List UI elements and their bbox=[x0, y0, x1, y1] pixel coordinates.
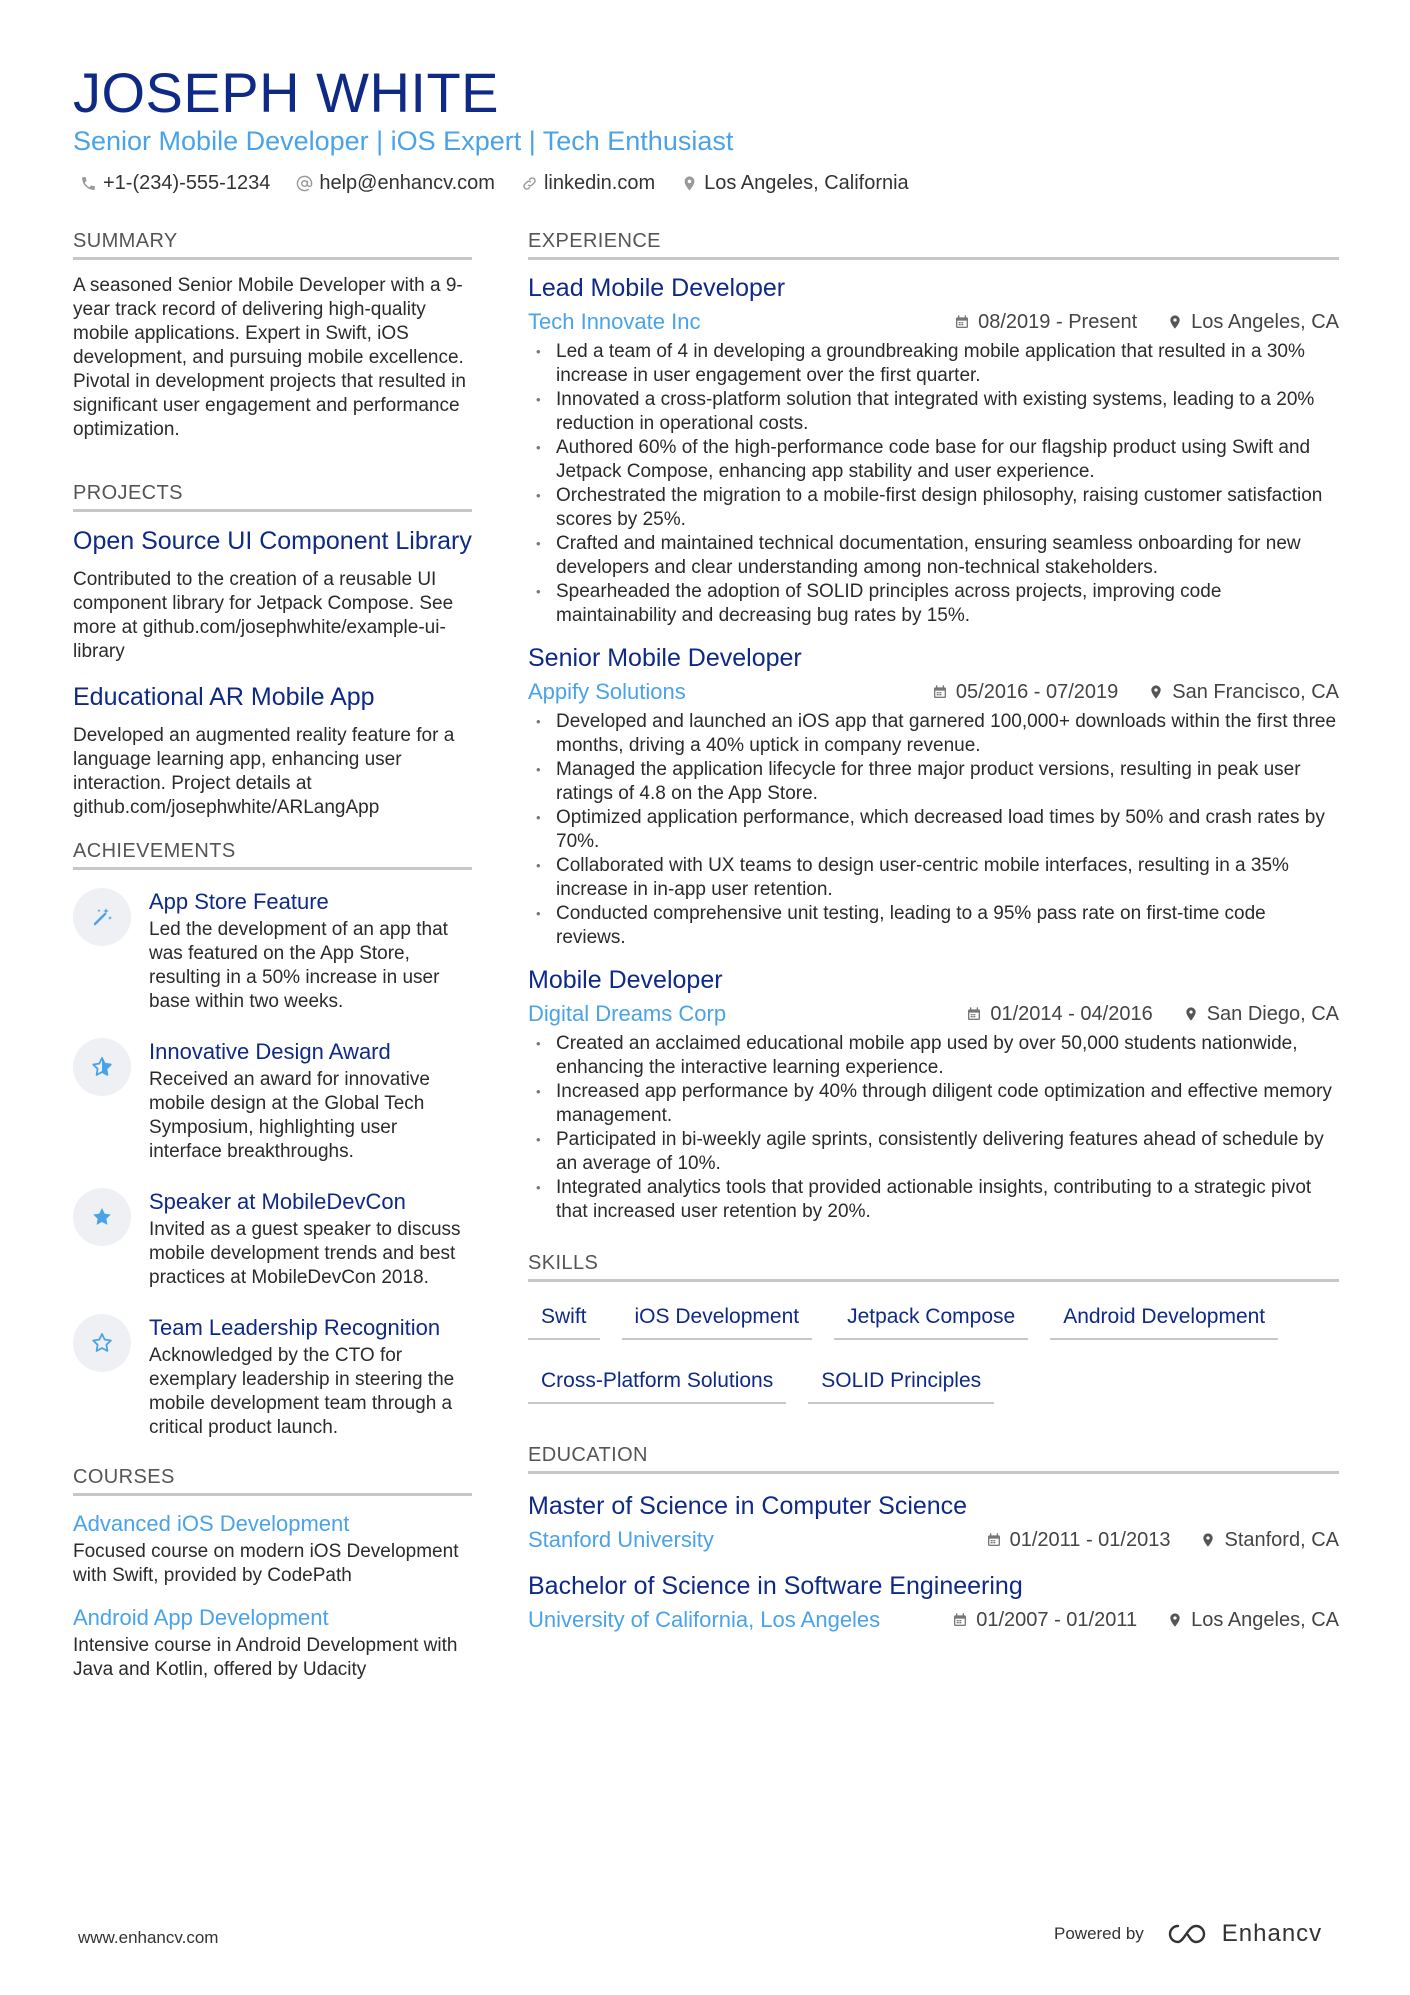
projects-section bbox=[73, 480, 472, 820]
location-pin-icon bbox=[1200, 1532, 1216, 1548]
footer-website[interactable]: www.enhancv.com bbox=[78, 1928, 219, 1947]
job-location-text: San Francisco, CA bbox=[1172, 680, 1339, 703]
wand-icon bbox=[73, 888, 131, 946]
education-location-text: Los Angeles, CA bbox=[1191, 1608, 1339, 1631]
location-pin-icon bbox=[1183, 1006, 1199, 1022]
calendar-icon bbox=[954, 314, 970, 330]
job-location bbox=[1183, 1003, 1339, 1026]
job-title: Lead Mobile Developer bbox=[528, 274, 786, 302]
course-item bbox=[73, 1510, 472, 1588]
job-bullet: • Spearheaded the adoption of SOLID principles across projects, improving code maintainability and decreasing bug rates by 15%. bbox=[528, 580, 1339, 628]
project-item bbox=[73, 682, 472, 820]
achievement-item bbox=[73, 888, 472, 1014]
right-column bbox=[528, 228, 1339, 1650]
job-bullet: • Participated in bi-weekly agile sprints, consistently delivering features ahead of schedule by an average of 10%. bbox=[528, 1128, 1339, 1176]
achievement-desc: Invited as a guest speaker to discuss mobile development trends and best practices at MobileDevCon 2018. bbox=[149, 1219, 461, 1288]
education-meta-row bbox=[528, 1526, 1339, 1554]
job-title: Mobile Developer bbox=[528, 966, 723, 994]
projects-heading: PROJECTS bbox=[73, 480, 472, 512]
achievement-item bbox=[73, 1314, 472, 1440]
job-bullets bbox=[528, 340, 1339, 628]
job-location bbox=[1148, 681, 1339, 704]
education-dates bbox=[986, 1529, 1171, 1552]
project-item bbox=[73, 526, 472, 664]
candidate-tagline: Senior Mobile Developer | iOS Expert | Tech Enthusiast bbox=[73, 126, 734, 156]
company-name: Appify Solutions bbox=[528, 679, 686, 704]
job-entry bbox=[528, 642, 1339, 950]
phone-text: +1-(234)-555-1234 bbox=[103, 172, 271, 194]
achievement-item bbox=[73, 1188, 472, 1290]
achievement-desc: Acknowledged by the CTO for exemplary leadership in steering the mobile development team through a critical product launch. bbox=[149, 1345, 455, 1438]
job-dates-text: 01/2014 - 04/2016 bbox=[990, 1002, 1153, 1025]
job-dates-text: 05/2016 - 07/2019 bbox=[955, 680, 1119, 703]
courses-section bbox=[73, 1464, 472, 1682]
job-bullet: • Led a team of 4 in developing a groundbreaking mobile application that resulted in a 30% increase in user engagement over the first quarter. bbox=[528, 340, 1339, 388]
calendar-icon bbox=[986, 1532, 1002, 1548]
brand-name: Enhancv bbox=[1221, 1920, 1323, 1947]
job-entry bbox=[528, 272, 1339, 628]
phone-icon bbox=[80, 175, 97, 192]
job-entry bbox=[528, 964, 1339, 1224]
course-desc: Focused course on modern iOS Development with Swift, provided by CodePath bbox=[73, 1541, 459, 1586]
education-meta bbox=[986, 1529, 1339, 1552]
achievements-heading: ACHIEVEMENTS bbox=[73, 838, 472, 870]
job-meta bbox=[966, 1003, 1339, 1026]
left-column bbox=[73, 228, 472, 1698]
job-bullet: • Conducted comprehensive unit testing, leading to a 95% pass rate on first-time code reviews. bbox=[528, 902, 1339, 950]
school-name: University of California, Los Angeles bbox=[528, 1607, 881, 1632]
contact-phone bbox=[80, 170, 270, 196]
degree-title: Bachelor of Science in Software Engineering bbox=[528, 1572, 1023, 1600]
education-entry bbox=[528, 1490, 1339, 1554]
location-pin-icon bbox=[1148, 684, 1164, 700]
infinity-icon bbox=[1166, 1922, 1212, 1946]
job-bullets bbox=[528, 1032, 1339, 1224]
achievement-title: Innovative Design Award bbox=[149, 1039, 391, 1064]
job-bullet: • Authored 60% of the high-performance code base for our flagship product using Swift and Jetpack Compose, enhancing app stability and user experience. bbox=[528, 436, 1339, 484]
skills-heading: SKILLS bbox=[528, 1250, 1339, 1282]
job-bullets bbox=[528, 710, 1339, 950]
education-entry bbox=[528, 1570, 1339, 1634]
degree-title: Master of Science in Computer Science bbox=[528, 1492, 968, 1520]
achievement-title: Speaker at MobileDevCon bbox=[149, 1189, 406, 1214]
contact-email[interactable] bbox=[296, 170, 495, 196]
skill-tag: SOLID Principles bbox=[808, 1360, 994, 1404]
education-location-text: Stanford, CA bbox=[1224, 1528, 1339, 1551]
project-title: Educational AR Mobile App bbox=[73, 683, 375, 711]
education-location bbox=[1167, 1609, 1339, 1632]
email-text[interactable]: help@enhancv.com bbox=[319, 172, 495, 194]
calendar-icon bbox=[932, 684, 948, 700]
footer-branding bbox=[1054, 1920, 1322, 1948]
link-icon bbox=[521, 175, 538, 192]
job-bullet: • Developed and launched an iOS app that garnered 100,000+ downloads within the first three months, driving a 40% uptick in company revenue. bbox=[528, 710, 1339, 758]
experience-section bbox=[528, 228, 1339, 1224]
calendar-icon bbox=[952, 1612, 968, 1628]
job-location-text: San Diego, CA bbox=[1206, 1002, 1339, 1025]
contact-bar bbox=[80, 170, 909, 196]
job-meta-row bbox=[528, 678, 1339, 706]
location-pin-icon bbox=[1167, 1612, 1183, 1628]
skill-tag: iOS Development bbox=[622, 1296, 813, 1340]
education-heading: EDUCATION bbox=[528, 1442, 1339, 1474]
achievement-title: Team Leadership Recognition bbox=[149, 1315, 441, 1340]
job-bullet: • Managed the application lifecycle for three major product versions, resulting in peak user ratings of 4.8 on the App Store. bbox=[528, 758, 1339, 806]
star-filled-icon bbox=[73, 1188, 131, 1246]
summary-heading: SUMMARY bbox=[73, 228, 472, 260]
achievement-title: App Store Feature bbox=[149, 889, 329, 914]
job-meta-row bbox=[528, 308, 1339, 336]
company-name: Tech Innovate Inc bbox=[528, 309, 701, 334]
job-bullet: • Orchestrated the migration to a mobile-first design philosophy, raising customer satisfaction scores by 25%. bbox=[528, 484, 1339, 532]
education-dates-text: 01/2011 - 01/2013 bbox=[1009, 1528, 1171, 1551]
job-meta bbox=[954, 311, 1339, 334]
summary-text: A seasoned Senior Mobile Developer with a 9-year track record of delivering high-quality mobile applications. Expert in Swift, iOS development, and pursuing mobile excellence. Pivotal in development projects that resulted in significant user engagement and performance optimization. bbox=[73, 275, 466, 440]
course-title: Android App Development bbox=[73, 1605, 329, 1630]
powered-by-text: Powered by bbox=[1054, 1924, 1144, 1943]
job-bullet: • Innovated a cross-platform solution that integrated with existing systems, leading to a 20% reduction in operational costs. bbox=[528, 388, 1339, 436]
school-name: Stanford University bbox=[528, 1527, 714, 1552]
courses-heading: COURSES bbox=[73, 1464, 472, 1496]
education-location bbox=[1200, 1529, 1339, 1552]
location-pin-icon bbox=[681, 175, 698, 192]
project-desc: Contributed to the creation of a reusable UI component library for Jetpack Compose. See more at github.com/josephwhite/example-ui-library bbox=[73, 569, 454, 662]
linkedin-text[interactable]: linkedin.com bbox=[543, 172, 656, 194]
course-item bbox=[73, 1604, 472, 1682]
job-dates bbox=[932, 681, 1118, 704]
job-meta-row bbox=[528, 1000, 1339, 1028]
job-bullet: • Created an acclaimed educational mobile app used by over 50,000 students nationwide, enhancing the interactive learning experience. bbox=[528, 1032, 1339, 1080]
project-desc: Developed an augmented reality feature for a language learning app, enhancing user interaction. Project details at github.com/josephwhite/ARLangApp bbox=[73, 725, 455, 818]
summary-section bbox=[73, 228, 472, 442]
course-title: Advanced iOS Development bbox=[73, 1511, 350, 1536]
star-outline-icon bbox=[73, 1314, 131, 1372]
job-meta bbox=[932, 681, 1339, 704]
skill-tag: Cross-Platform Solutions bbox=[528, 1360, 786, 1404]
location-pin-icon bbox=[1167, 314, 1183, 330]
star-half-icon bbox=[73, 1038, 131, 1096]
education-dates-text: 01/2007 - 01/2011 bbox=[976, 1608, 1138, 1631]
enhancv-logo[interactable] bbox=[1166, 1920, 1322, 1948]
education-section bbox=[528, 1442, 1339, 1634]
education-meta bbox=[952, 1609, 1339, 1632]
calendar-icon bbox=[966, 1006, 982, 1022]
achievement-item bbox=[73, 1038, 472, 1164]
skills-section bbox=[528, 1250, 1339, 1404]
contact-linkedin[interactable] bbox=[521, 170, 655, 196]
job-location bbox=[1167, 311, 1339, 334]
job-bullet: • Optimized application performance, which decreased load times by 50% and crash rates by 70%. bbox=[528, 806, 1339, 854]
company-name: Digital Dreams Corp bbox=[528, 1001, 727, 1026]
course-desc: Intensive course in Android Development with Java and Kotlin, offered by Udacity bbox=[73, 1635, 458, 1680]
skill-tag: Android Development bbox=[1050, 1296, 1278, 1340]
job-bullet: • Collaborated with UX teams to design user-centric mobile interfaces, resulting in a 35% increase in in-app user retention. bbox=[528, 854, 1339, 902]
contact-location bbox=[681, 170, 909, 196]
experience-heading: EXPERIENCE bbox=[528, 228, 1339, 260]
achievements-section bbox=[73, 838, 472, 1440]
skills-list bbox=[528, 1290, 1339, 1404]
project-title: Open Source UI Component Library bbox=[73, 527, 472, 555]
job-dates bbox=[966, 1003, 1152, 1026]
location-text: Los Angeles, California bbox=[704, 172, 909, 194]
job-bullet: • Crafted and maintained technical documentation, ensuring seamless onboarding for new developers and clear understanding among non-technical stakeholders. bbox=[528, 532, 1339, 580]
education-dates bbox=[952, 1609, 1137, 1632]
achievement-desc: Led the development of an app that was featured on the App Store, resulting in a 50% increase in user base within two weeks. bbox=[149, 919, 448, 1012]
job-bullet: • Integrated analytics tools that provided actionable insights, contributing to a strategic pivot that increased user retention by 20%. bbox=[528, 1176, 1339, 1224]
achievement-desc: Received an award for innovative mobile design at the Global Tech Symposium, highlighting user interface breakthroughs. bbox=[149, 1069, 430, 1162]
job-dates bbox=[954, 311, 1137, 334]
skill-tag: Jetpack Compose bbox=[834, 1296, 1028, 1340]
job-bullet: • Increased app performance by 40% through diligent code optimization and effective memory management. bbox=[528, 1080, 1339, 1128]
education-meta-row bbox=[528, 1606, 1339, 1634]
candidate-name: JOSEPH WHITE bbox=[73, 61, 500, 124]
job-title: Senior Mobile Developer bbox=[528, 644, 802, 672]
at-icon bbox=[296, 175, 313, 192]
skill-tag: Swift bbox=[528, 1296, 600, 1340]
job-dates-text: 08/2019 - Present bbox=[978, 310, 1138, 333]
job-location-text: Los Angeles, CA bbox=[1191, 310, 1339, 333]
